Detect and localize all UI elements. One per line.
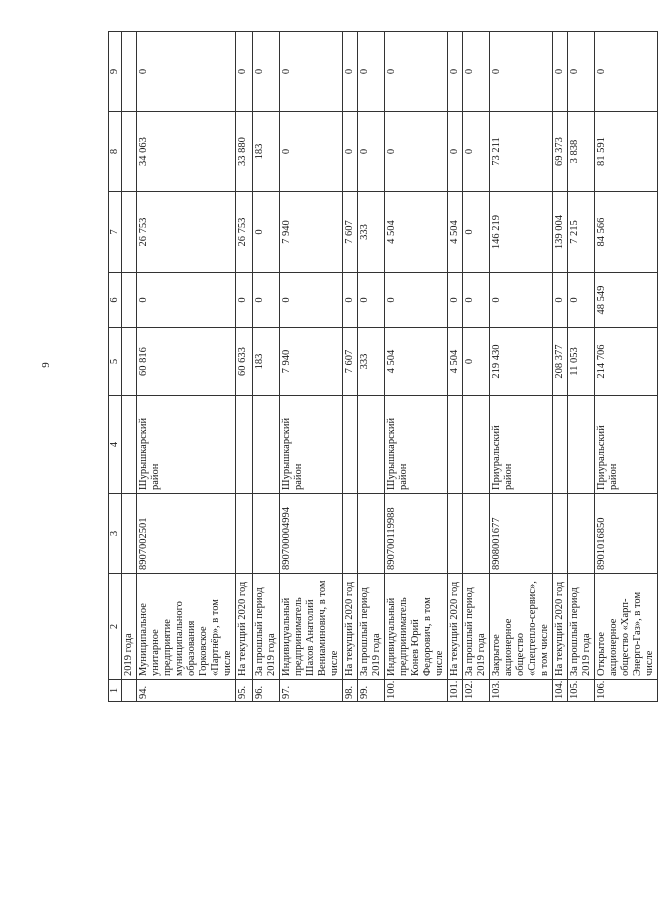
table-cell-c9: 0: [280, 32, 343, 112]
table-cell-c9: 0: [253, 32, 280, 112]
table-cell-c2: Открытое акционерное общество «Харп-Энерго-Газ», в том числе: [595, 574, 658, 680]
table-cell-c9: 0: [568, 32, 595, 112]
table-cell-c3: [568, 494, 595, 574]
table-cell-c7: 7 940: [280, 192, 343, 273]
table-cell-c6: 0: [568, 273, 595, 328]
table-cell-c3: [122, 494, 137, 574]
table-cell-c1: 106.: [595, 680, 658, 702]
data-table: [108, 31, 658, 702]
table-cell-c3: [553, 494, 568, 574]
table-cell-c5: 11 053: [568, 328, 595, 396]
table-cell-c5: 214 706: [595, 328, 658, 396]
table-cell-c9: 0: [463, 32, 490, 112]
table-cell-c4: Шурышкарский район: [385, 396, 448, 494]
table-cell-c2: Индивидуальный предприниматель Шахов Анатолий Вениаминович, в том числе: [280, 574, 343, 680]
table-cell-c2: За прошлый период 2019 года: [253, 574, 280, 680]
table-cell-c1: 98.: [343, 680, 358, 702]
table-cell-c4: [122, 396, 137, 494]
column-header: 4: [109, 396, 122, 494]
table-cell-c4: [236, 396, 253, 494]
table-cell-c1: 99.: [358, 680, 385, 702]
table-cell-c8: 3 838: [568, 112, 595, 192]
table-cell-c1: 95.: [236, 680, 253, 702]
table-row: [385, 32, 448, 702]
table-cell-c6: 0: [137, 273, 236, 328]
table-cell-c9: 0: [137, 32, 236, 112]
table-cell-c4: [553, 396, 568, 494]
table-cell-c7: 4 504: [385, 192, 448, 273]
table-row: [595, 32, 658, 702]
table-cell-c4: [568, 396, 595, 494]
table-cell-c3: [358, 494, 385, 574]
table-cell-c3: 8901016850: [595, 494, 658, 574]
table-cell-c9: 0: [385, 32, 448, 112]
table-cell-c8: 0: [463, 112, 490, 192]
table-cell-c2: За прошлый период 2019 года: [463, 574, 490, 680]
table-cell-c7: 84 566: [595, 192, 658, 273]
table-cell-c2: На текущий 2020 год: [343, 574, 358, 680]
column-number-row: [109, 32, 122, 702]
table-cell-c8: 0: [385, 112, 448, 192]
table-cell-c2: За прошлый период 2019 года: [568, 574, 595, 680]
table-cell-c2: На текущий 2020 год: [236, 574, 253, 680]
table-cell-c8: 33 880: [236, 112, 253, 192]
table-cell-c6: [122, 273, 137, 328]
table-cell-c7: 26 753: [236, 192, 253, 273]
table-cell-c1: 101.: [448, 680, 463, 702]
table-cell-c6: 48 549: [595, 273, 658, 328]
table-cell-c1: 105.: [568, 680, 595, 702]
table-cell-c9: 0: [236, 32, 253, 112]
table-cell-c1: 97.: [280, 680, 343, 702]
column-header: 1: [109, 680, 122, 702]
table-cell-c4: [253, 396, 280, 494]
table-row: [137, 32, 236, 702]
table-cell-c2: Индивидуальный предприниматель Конев Юрий Федорович, в том числе: [385, 574, 448, 680]
table-cell-c5: 333: [358, 328, 385, 396]
table-row: [490, 32, 553, 702]
table-row: [448, 32, 463, 702]
table-cell-c3: [253, 494, 280, 574]
table-row: [553, 32, 568, 702]
table-cell-c3: 8908001677: [490, 494, 553, 574]
table-row: [122, 32, 137, 702]
table-cell-c1: 94.: [137, 680, 236, 702]
table-row: [253, 32, 280, 702]
table-cell-c4: Приуральский район: [490, 396, 553, 494]
table-cell-c1: [122, 680, 137, 702]
table-cell-c5: 0: [463, 328, 490, 396]
table-cell-c8: [122, 112, 137, 192]
table-cell-c5: 60 633: [236, 328, 253, 396]
table-cell-c2: Закрытое акционерное общество «Спецтепло-сервис», в том числе: [490, 574, 553, 680]
table-cell-c5: 183: [253, 328, 280, 396]
table-cell-c2: На текущий 2020 год: [553, 574, 568, 680]
table-cell-c7: [122, 192, 137, 273]
table-cell-c3: [236, 494, 253, 574]
table-cell-c7: 7 215: [568, 192, 595, 273]
page-number: 9: [40, 362, 52, 368]
table-cell-c5: 4 504: [448, 328, 463, 396]
column-header: 9: [109, 32, 122, 112]
table-cell-c8: 0: [358, 112, 385, 192]
table-cell-c7: 4 504: [448, 192, 463, 273]
table-cell-c7: 7 607: [343, 192, 358, 273]
table-cell-c1: 104.: [553, 680, 568, 702]
table-cell-c9: 0: [448, 32, 463, 112]
table-cell-c6: 0: [490, 273, 553, 328]
table-cell-c7: 0: [463, 192, 490, 273]
table-cell-c2: На текущий 2020 год: [448, 574, 463, 680]
table-cell-c5: 7 940: [280, 328, 343, 396]
column-header: 8: [109, 112, 122, 192]
table-cell-c3: 890700119988: [385, 494, 448, 574]
table-cell-c8: 183: [253, 112, 280, 192]
column-header: 7: [109, 192, 122, 273]
table-cell-c8: 0: [280, 112, 343, 192]
table-cell-c8: 69 373: [553, 112, 568, 192]
table-cell-c4: [448, 396, 463, 494]
table-cell-c5: 4 504: [385, 328, 448, 396]
table-cell-c6: 0: [253, 273, 280, 328]
column-header: 2: [109, 574, 122, 680]
table-cell-c6: 0: [343, 273, 358, 328]
table-cell-c3: 890700004994: [280, 494, 343, 574]
table-cell-c4: Приуральский район: [595, 396, 658, 494]
table-cell-c7: 0: [253, 192, 280, 273]
table-cell-c5: [122, 328, 137, 396]
table-cell-c7: 146 219: [490, 192, 553, 273]
table-cell-c9: 0: [553, 32, 568, 112]
table-cell-c3: [463, 494, 490, 574]
table-cell-c8: 73 211: [490, 112, 553, 192]
rotated-table-container: [108, 32, 655, 702]
table-cell-c3: [448, 494, 463, 574]
table-cell-c4: Шурышкарский район: [280, 396, 343, 494]
table-row: [358, 32, 385, 702]
table-cell-c2: Муниципальное унитарное предприятие муниципального образования Горковское «Партнёр», в том числе: [137, 574, 236, 680]
table-cell-c1: 100.: [385, 680, 448, 702]
table-cell-c9: 0: [343, 32, 358, 112]
table-row: [280, 32, 343, 702]
table-row: [568, 32, 595, 702]
table-row: [236, 32, 253, 702]
table-cell-c8: 0: [343, 112, 358, 192]
table-cell-c7: 333: [358, 192, 385, 273]
table-cell-c8: 34 063: [137, 112, 236, 192]
table-cell-c6: 0: [280, 273, 343, 328]
column-header: 5: [109, 328, 122, 396]
table-cell-c9: 0: [490, 32, 553, 112]
table-cell-c5: 7 607: [343, 328, 358, 396]
table-cell-c1: 102.: [463, 680, 490, 702]
table-cell-c6: 0: [358, 273, 385, 328]
table-cell-c6: 0: [448, 273, 463, 328]
column-header: 6: [109, 273, 122, 328]
table-cell-c9: 0: [358, 32, 385, 112]
table-cell-c2: За прошлый период 2019 года: [358, 574, 385, 680]
table-cell-c4: Шурышкарский район: [137, 396, 236, 494]
table-cell-c8: 0: [448, 112, 463, 192]
table-cell-c9: [122, 32, 137, 112]
table-cell-c4: [463, 396, 490, 494]
table-row: [343, 32, 358, 702]
table-cell-c6: 0: [553, 273, 568, 328]
table-cell-c5: 208 377: [553, 328, 568, 396]
table-cell-c8: 81 591: [595, 112, 658, 192]
column-header: 3: [109, 494, 122, 574]
table-cell-c4: [343, 396, 358, 494]
table-cell-c2: 2019 года: [122, 574, 137, 680]
table-cell-c6: 0: [463, 273, 490, 328]
table-cell-c5: 60 816: [137, 328, 236, 396]
table-cell-c1: 103.: [490, 680, 553, 702]
table-row: [463, 32, 490, 702]
table-cell-c3: 8907002501: [137, 494, 236, 574]
table-cell-c4: [358, 396, 385, 494]
table-cell-c1: 96.: [253, 680, 280, 702]
table-cell-c6: 0: [236, 273, 253, 328]
table-cell-c9: 0: [595, 32, 658, 112]
table-cell-c3: [343, 494, 358, 574]
table-cell-c6: 0: [385, 273, 448, 328]
table-cell-c5: 219 430: [490, 328, 553, 396]
table-cell-c7: 26 753: [137, 192, 236, 273]
table-cell-c7: 139 004: [553, 192, 568, 273]
